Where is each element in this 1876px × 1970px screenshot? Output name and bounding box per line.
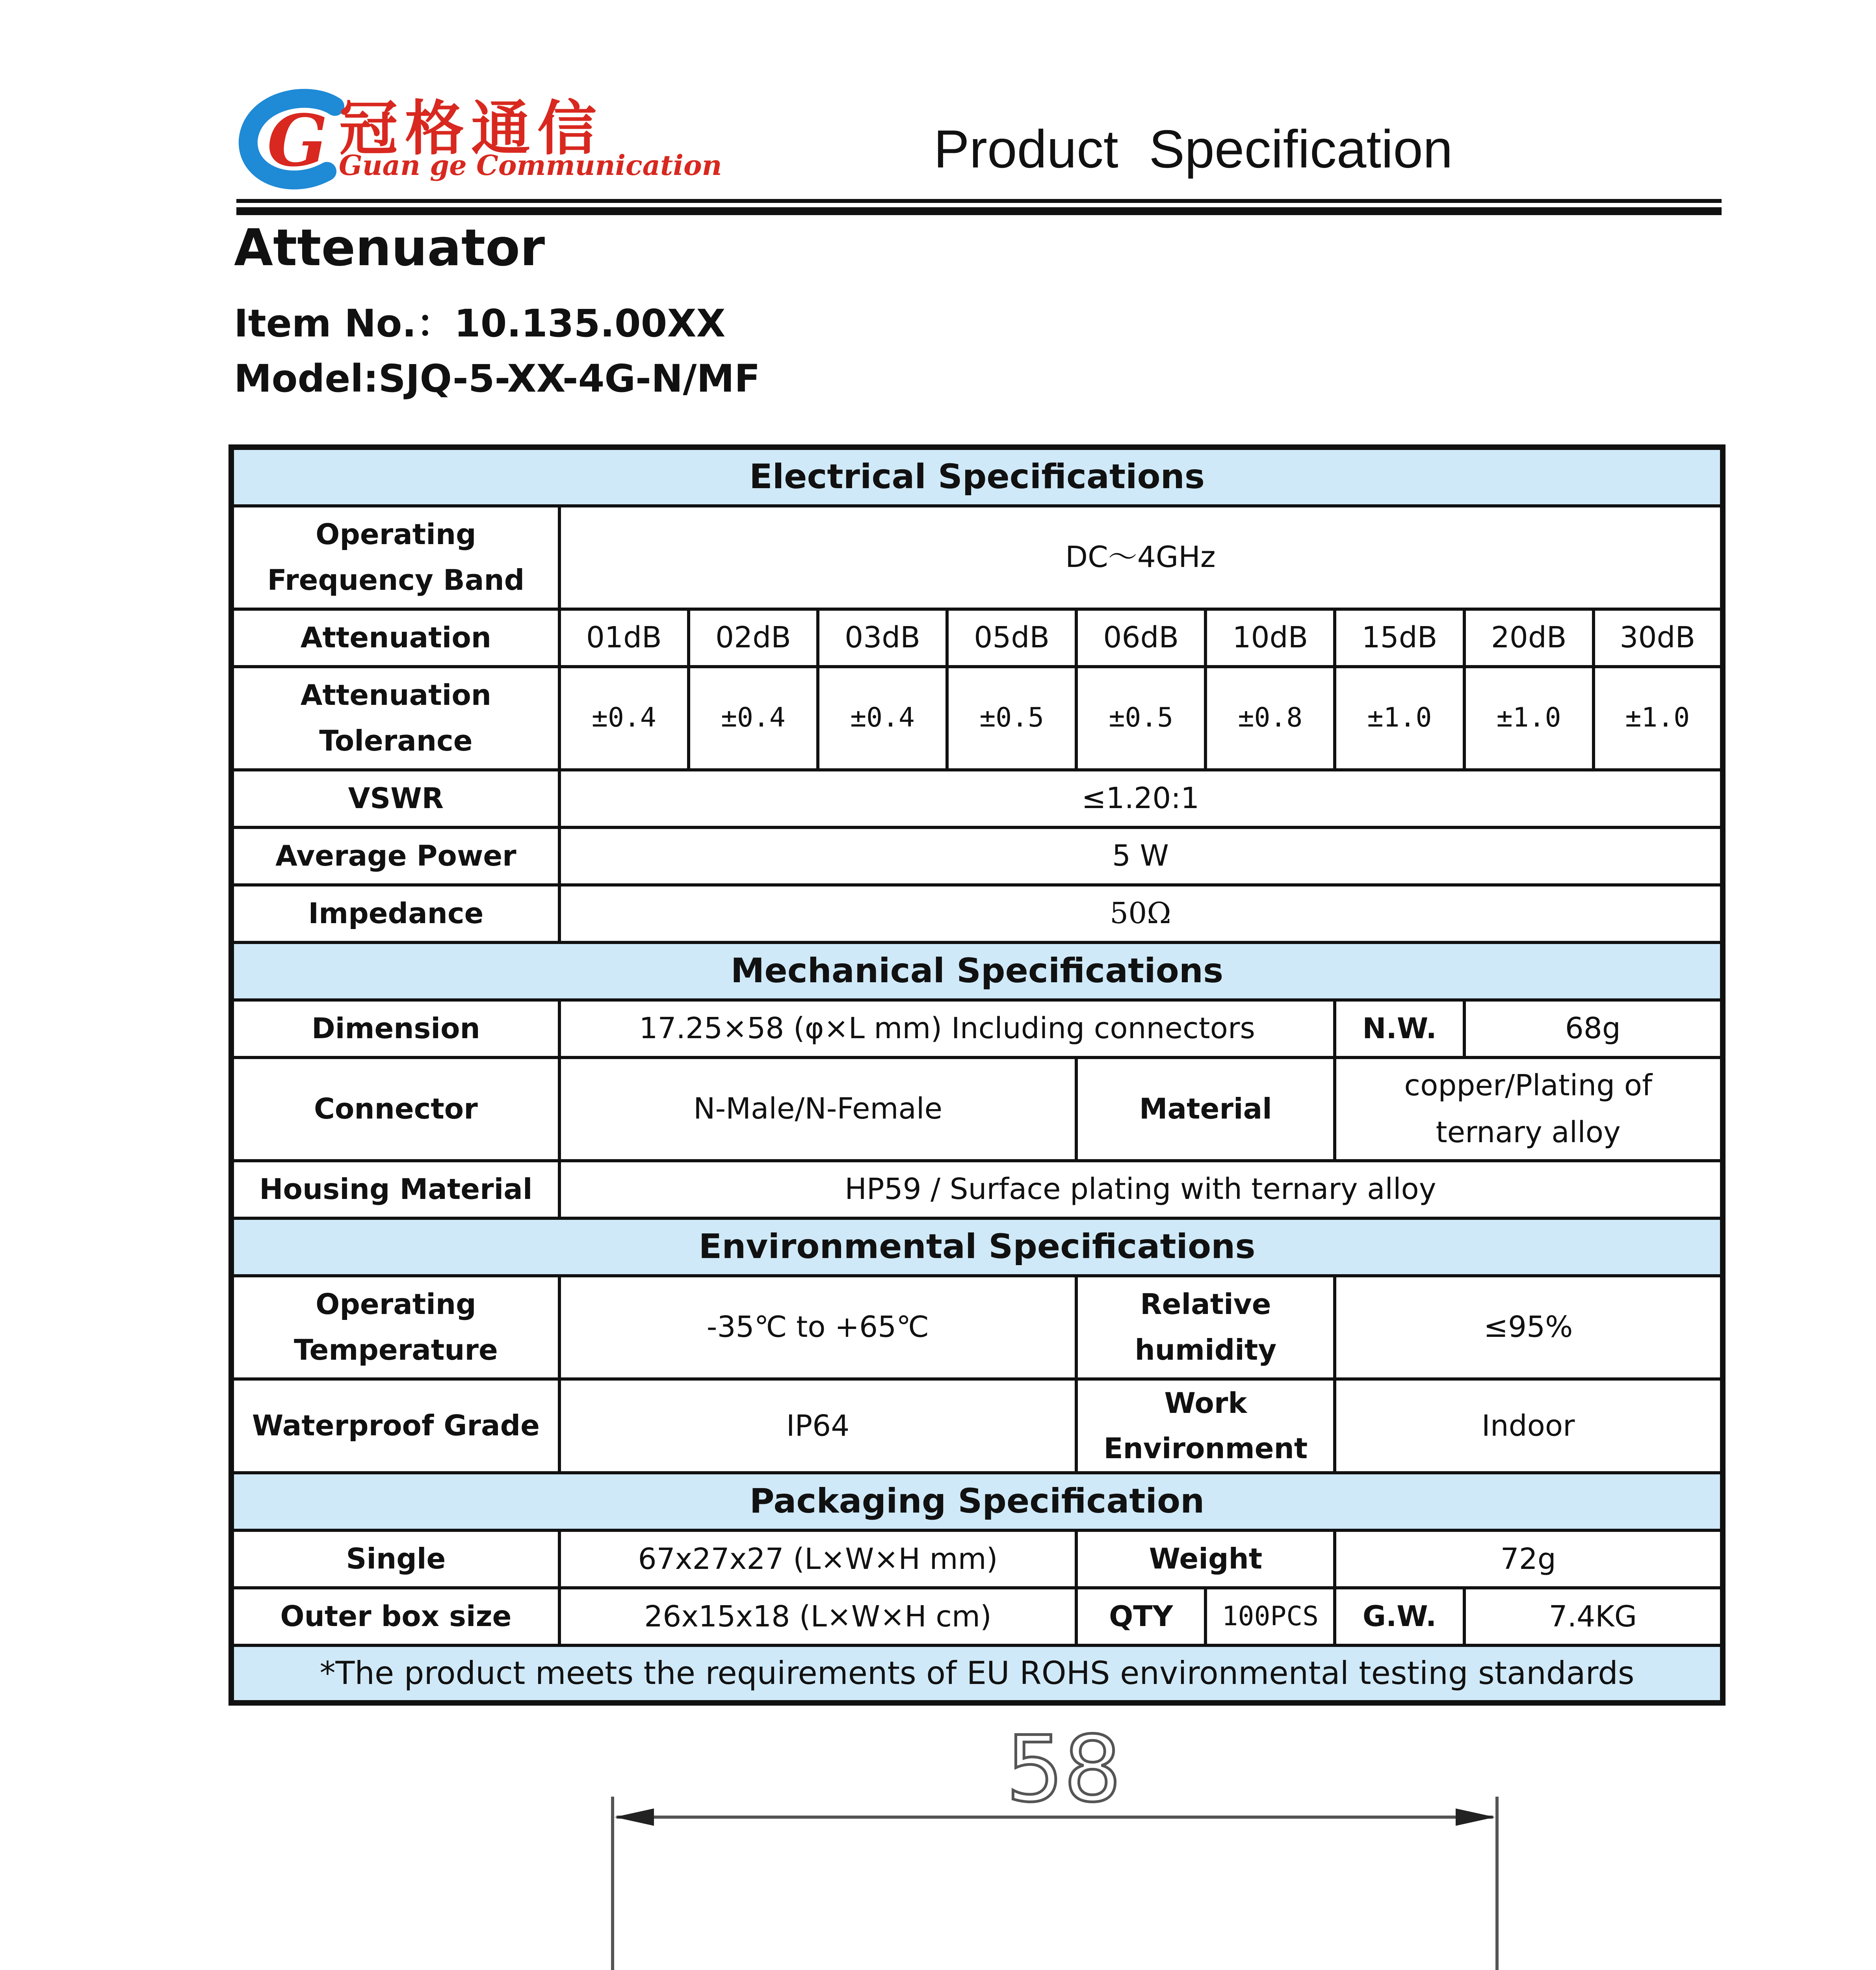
temperature-value: -35℃ to +65℃ <box>559 1276 1076 1379</box>
vswr-value: ≤1.20:1 <box>559 770 1723 827</box>
logo-letter: G <box>267 99 328 182</box>
connector-value: N-Male/N-Female <box>559 1057 1076 1161</box>
dimension-row <box>231 1000 1723 1057</box>
attenuation-value: 03dB <box>818 609 947 667</box>
item-number: 10.135.00XX <box>454 301 726 346</box>
electrical-section-title: Electrical Specifications <box>231 447 1723 506</box>
header-rule-thin <box>236 199 1722 203</box>
power-label: Average Power <box>231 827 559 885</box>
company-name-cn: 冠格通信 <box>339 94 604 163</box>
attenuation-row <box>231 609 1723 667</box>
outer-box-value: 26x15x18 (L×W×H cm) <box>559 1588 1076 1645</box>
material-value: copper/Plating of ternary alloy <box>1335 1057 1723 1161</box>
attenuation-value: 02dB <box>689 609 818 667</box>
humidity-label: Relative humidity <box>1076 1276 1335 1379</box>
material-label: Material <box>1076 1057 1335 1161</box>
gross-weight-value: 7.4KG <box>1464 1588 1723 1645</box>
document-title: Product Specification <box>934 119 1453 179</box>
outer-box-row <box>231 1588 1723 1645</box>
attenuation-value: 20dB <box>1464 609 1594 667</box>
weight-value: 72g <box>1335 1530 1723 1588</box>
impedance-row <box>231 885 1723 942</box>
qty-label: QTY <box>1076 1588 1205 1645</box>
tolerance-value: ±0.5 <box>1076 667 1205 770</box>
housing-label: Housing Material <box>231 1161 559 1218</box>
qty-value: 100PCS <box>1205 1588 1335 1645</box>
work-environment-label: Work Environment <box>1076 1379 1335 1473</box>
length-arrow-left-icon <box>615 1808 654 1826</box>
net-weight-value: 68g <box>1464 1000 1723 1057</box>
tolerance-value: ±0.4 <box>818 667 947 770</box>
waterproof-row <box>231 1379 1723 1473</box>
header-rule-thick <box>236 207 1722 215</box>
waterproof-label: Waterproof Grade <box>231 1379 559 1473</box>
connector-label: Connector <box>231 1057 559 1161</box>
tolerance-value: ±0.4 <box>689 667 818 770</box>
environmental-section-title: Environmental Specifications <box>231 1218 1723 1276</box>
attenuation-value: 06dB <box>1076 609 1205 667</box>
electrical-section-row <box>231 447 1723 506</box>
frequency-row <box>231 506 1723 609</box>
packaging-section-row <box>231 1473 1723 1530</box>
environmental-section-row <box>231 1218 1723 1276</box>
attenuation-label: Attenuation <box>231 609 559 667</box>
gross-weight-label: G.W. <box>1335 1588 1464 1645</box>
attenuation-value: 05dB <box>947 609 1076 667</box>
power-row <box>231 827 1723 885</box>
vswr-row <box>231 770 1723 827</box>
housing-row <box>231 1161 1723 1218</box>
weight-label: Weight <box>1076 1530 1335 1588</box>
spec-table <box>228 444 1726 1706</box>
tolerance-label: Attenuation Tolerance <box>231 667 559 770</box>
humidity-value: ≤95% <box>1335 1276 1723 1379</box>
housing-value: HP59 / Surface plating with ternary alloy <box>559 1161 1723 1218</box>
attenuation-value: 30dB <box>1594 609 1723 667</box>
frequency-value: DC～4GHz <box>559 506 1723 609</box>
company-name-en: Guan ge Communication <box>339 149 722 182</box>
impedance-label: Impedance <box>231 885 559 942</box>
tolerance-value: ±1.0 <box>1464 667 1594 770</box>
power-value: 5 W <box>559 827 1723 885</box>
temperature-label: Operating Temperature <box>231 1276 559 1379</box>
rohs-note: *The product meets the requirements of EU ROHS environmental testing standards <box>231 1645 1723 1703</box>
length-label: 58 <box>1006 1717 1122 1822</box>
length-arrow-right-icon <box>1456 1808 1495 1826</box>
connector-row <box>231 1057 1723 1161</box>
attenuator-drawing <box>355 1706 1576 1970</box>
tolerance-value: ±0.8 <box>1205 667 1335 770</box>
tolerance-value: ±0.5 <box>947 667 1076 770</box>
mechanical-section-row <box>231 942 1723 1000</box>
outer-box-label: Outer box size <box>231 1588 559 1645</box>
temperature-row <box>231 1276 1723 1379</box>
single-label: Single <box>231 1530 559 1588</box>
single-row <box>231 1530 1723 1588</box>
attenuation-value: 15dB <box>1335 609 1464 667</box>
dimension-value: 17.25×58 (φ×L mm) Including connectors <box>559 1000 1335 1057</box>
single-value: 67x27x27 (L×W×H mm) <box>559 1530 1076 1588</box>
attenuation-value: 01dB <box>559 609 689 667</box>
product-name: Attenuator <box>234 219 545 277</box>
mechanical-section-title: Mechanical Specifications <box>231 942 1723 1000</box>
net-weight-label: N.W. <box>1335 1000 1464 1057</box>
model-number: Model:SJQ-5-XX-4G-N/MF <box>234 357 760 401</box>
item-label: Item No.： <box>234 301 454 346</box>
vswr-label: VSWR <box>231 770 559 827</box>
packaging-section-title: Packaging Specification <box>231 1473 1723 1530</box>
attenuation-value: 10dB <box>1205 609 1335 667</box>
tolerance-row <box>231 667 1723 770</box>
dimension-label: Dimension <box>231 1000 559 1057</box>
rohs-note-row <box>231 1645 1723 1703</box>
tolerance-value: ±1.0 <box>1335 667 1464 770</box>
item-number-line <box>234 294 725 348</box>
tolerance-value: ±1.0 <box>1594 667 1723 770</box>
tolerance-value: ±0.4 <box>559 667 689 770</box>
waterproof-value: IP64 <box>559 1379 1076 1473</box>
work-environment-value: Indoor <box>1335 1379 1723 1473</box>
impedance-value: 50Ω <box>559 885 1723 942</box>
frequency-label: Operating Frequency Band <box>231 506 559 609</box>
